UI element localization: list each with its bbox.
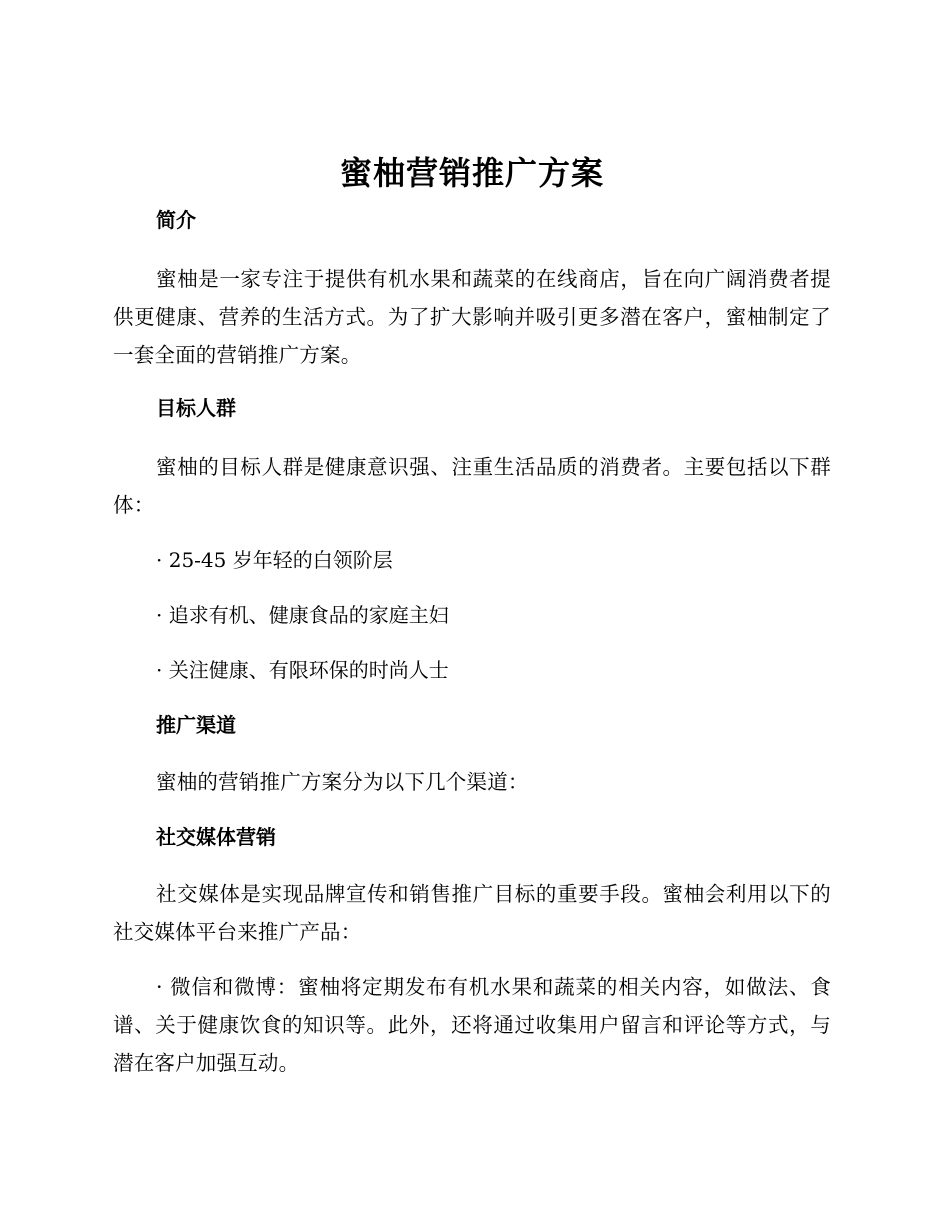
- target-audience-paragraph: 蜜柚的目标人群是健康意识强、注重生活品质的消费者。主要包括以下群体：: [113, 455, 831, 517]
- social-media-paragraph: 社交媒体是实现品牌宣传和销售推广目标的重要手段。蜜柚会利用以下的社交媒体平台来推广产品：: [113, 882, 831, 944]
- list-item: · 关注健康、有限环保的时尚人士: [156, 658, 449, 682]
- social-media-wechat-weibo-item: · 微信和微博：蜜柚将定期发布有机水果和蔬菜的相关内容，如做法、食谱、关于健康饮食的知识等。此外，还将通过收集用户留言和评论等方式，与潜在客户加强互动。: [113, 975, 831, 1075]
- document-content: [113, 150, 831, 1082]
- section-heading-intro: 简介: [156, 208, 196, 232]
- section-heading-target-audience: 目标人群: [156, 396, 236, 420]
- channels-paragraph: 蜜柚的营销推广方案分为以下几个渠道：: [156, 770, 529, 794]
- section-heading-social-media: 社交媒体营销: [156, 825, 276, 849]
- section-heading-channels: 推广渠道: [156, 713, 236, 737]
- list-item: · 25-45 岁年轻的白领阶层: [156, 548, 393, 572]
- intro-paragraph: 蜜柚是一家专注于提供有机水果和蔬菜的在线商店，旨在向广阔消费者提供更健康、营养的生活方式。为了扩大影响并吸引更多潜在客户，蜜柚制定了一套全面的营销推广方案。: [113, 267, 831, 367]
- document-title: 蜜柚营销推广方案: [339, 154, 604, 192]
- list-item: · 追求有机、健康食品的家庭主妇: [156, 603, 449, 627]
